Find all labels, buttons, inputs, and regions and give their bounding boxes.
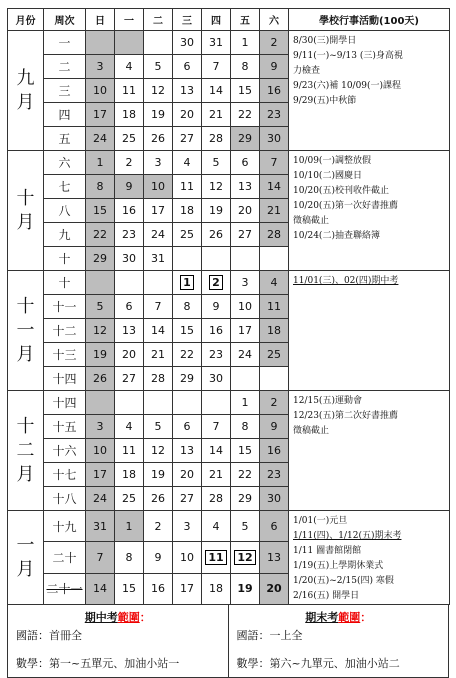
day-cell	[86, 391, 115, 415]
day-cell: 7	[144, 295, 173, 319]
day-cell: 25	[115, 487, 144, 511]
month-label: 十 月	[8, 151, 44, 271]
event-item: 2/16(五) 開學日	[293, 591, 360, 601]
month-events	[289, 391, 450, 511]
final-chinese: 國語：一上全	[236, 629, 303, 642]
day-cell	[260, 367, 289, 391]
day-cell: 8	[173, 295, 202, 319]
day-cell: 21	[260, 199, 289, 223]
month-events	[289, 31, 450, 151]
midterm-title-text: 期中考	[84, 611, 118, 624]
header-week: 周次	[44, 9, 86, 31]
week-number: 五	[44, 127, 86, 151]
final-scope	[228, 605, 449, 678]
event-item: 10/20(五)校刊收件截止	[293, 186, 389, 196]
day-cell: 31	[86, 511, 115, 542]
day-cell: 28	[144, 367, 173, 391]
day-cell: 11	[115, 439, 144, 463]
day-cell: 7	[86, 542, 115, 573]
week-number: 四	[44, 103, 86, 127]
day-cell: 18	[202, 573, 231, 604]
midterm-title	[8, 609, 228, 625]
day-cell: 28	[202, 487, 231, 511]
month-label: 九 月	[8, 31, 44, 151]
day-cell: 4	[260, 271, 289, 295]
month-label: 十 一 月	[8, 271, 44, 391]
day-cell: 9	[144, 542, 173, 573]
day-cell: 15	[115, 573, 144, 604]
day-cell	[86, 31, 115, 55]
day-cell: 27	[173, 127, 202, 151]
event-item: 10/09(一)調整放假	[293, 156, 371, 166]
event-item: 1/20(五)~2/15(四) 寒假	[293, 576, 394, 586]
day-cell: 23	[260, 463, 289, 487]
day-cell: 29	[86, 247, 115, 271]
day-cell: 9	[260, 415, 289, 439]
day-cell: 28	[202, 127, 231, 151]
day-cell: 13	[115, 319, 144, 343]
midterm-colon: ：	[139, 611, 151, 624]
week-number: 七	[44, 175, 86, 199]
day-cell: 27	[231, 223, 260, 247]
day-cell: 10	[231, 295, 260, 319]
day-cell: 29	[231, 127, 260, 151]
header-row	[8, 9, 450, 31]
day-cell	[173, 391, 202, 415]
day-cell: 3	[86, 55, 115, 79]
week-number: 六	[44, 151, 86, 175]
day-cell: 1	[115, 511, 144, 542]
event-item: 10/10(二)國慶日	[293, 171, 362, 181]
day-cell: 2	[144, 511, 173, 542]
day-cell: 14	[260, 175, 289, 199]
event-item: 9/11(一)~9/13 (三)身高視	[293, 51, 403, 61]
month-label: 一 月	[8, 511, 44, 605]
event-item: 8/30(三)開學日	[293, 36, 357, 46]
day-cell: 16	[260, 439, 289, 463]
header-sat: 六	[260, 9, 289, 31]
day-cell: 3	[231, 271, 260, 295]
day-cell: 30	[202, 367, 231, 391]
day-cell: 22	[231, 463, 260, 487]
day-cell: 7	[260, 151, 289, 175]
final-title-text: 期末考	[305, 611, 339, 624]
day-cell: 13	[173, 439, 202, 463]
day-cell	[202, 247, 231, 271]
day-cell: 19	[202, 199, 231, 223]
day-cell: 19	[231, 573, 260, 604]
week-number: 十二	[44, 319, 86, 343]
day-cell: 16	[144, 573, 173, 604]
day-cell: 8	[231, 55, 260, 79]
day-cell: 20	[173, 103, 202, 127]
day-cell	[115, 391, 144, 415]
day-cell: 21	[144, 343, 173, 367]
week-number: 八	[44, 199, 86, 223]
day-cell	[231, 247, 260, 271]
midterm-scope-word: 範圍	[117, 611, 140, 624]
week-number: 十三	[44, 343, 86, 367]
day-cell: 14	[202, 439, 231, 463]
day-cell: 5	[231, 511, 260, 542]
final-title	[229, 609, 449, 625]
day-cell: 21	[202, 103, 231, 127]
week-row	[8, 391, 450, 415]
day-cell: 19	[86, 343, 115, 367]
day-cell: 2	[202, 271, 231, 295]
header-mon: 一	[115, 9, 144, 31]
day-cell: 13	[260, 542, 289, 573]
event-item: 力檢查	[293, 66, 321, 76]
day-cell: 17	[144, 199, 173, 223]
day-cell: 3	[86, 415, 115, 439]
day-cell: 30	[260, 127, 289, 151]
day-cell: 2	[260, 391, 289, 415]
day-cell: 16	[115, 199, 144, 223]
week-number: 十九	[44, 511, 86, 542]
week-number: 十四	[44, 391, 86, 415]
day-cell: 20	[173, 463, 202, 487]
day-cell: 9	[260, 55, 289, 79]
day-cell: 1	[173, 271, 202, 295]
header-thu: 四	[202, 9, 231, 31]
day-cell: 1	[86, 151, 115, 175]
day-cell: 30	[260, 487, 289, 511]
day-cell: 26	[202, 223, 231, 247]
day-cell: 6	[231, 151, 260, 175]
week-number: 一	[44, 31, 86, 55]
day-cell	[115, 31, 144, 55]
day-cell: 1	[231, 31, 260, 55]
day-cell: 27	[115, 367, 144, 391]
day-cell: 18	[173, 199, 202, 223]
day-cell: 22	[86, 223, 115, 247]
day-cell: 12	[231, 542, 260, 573]
day-cell: 4	[173, 151, 202, 175]
day-cell: 7	[202, 415, 231, 439]
day-cell	[231, 367, 260, 391]
day-cell: 17	[173, 573, 202, 604]
day-cell: 13	[173, 79, 202, 103]
month-events	[289, 511, 450, 605]
week-number: 二	[44, 55, 86, 79]
event-item: 徵稿截止	[293, 426, 330, 436]
day-cell: 11	[260, 295, 289, 319]
day-cell: 11	[115, 79, 144, 103]
day-cell: 10	[86, 79, 115, 103]
day-cell: 25	[260, 343, 289, 367]
week-number: 十七	[44, 463, 86, 487]
day-cell	[144, 391, 173, 415]
day-cell: 17	[86, 463, 115, 487]
day-cell: 6	[173, 415, 202, 439]
header-wed: 三	[173, 9, 202, 31]
midterm-math: 數學：第一~五單元、加油小站一	[16, 657, 180, 670]
day-cell: 8	[115, 542, 144, 573]
week-row	[8, 151, 450, 175]
day-cell: 11	[202, 542, 231, 573]
event-item: 11/01(三)、02(四)期中考	[293, 276, 399, 286]
day-cell: 8	[86, 175, 115, 199]
day-cell: 29	[173, 367, 202, 391]
day-cell: 14	[86, 573, 115, 604]
day-cell: 18	[115, 103, 144, 127]
month-events	[289, 271, 450, 391]
day-cell: 23	[202, 343, 231, 367]
day-cell: 22	[173, 343, 202, 367]
day-cell: 9	[115, 175, 144, 199]
day-cell: 4	[202, 511, 231, 542]
day-cell: 31	[144, 247, 173, 271]
day-cell: 6	[260, 511, 289, 542]
event-item: 9/23(六)補 10/09(一)課程	[293, 81, 402, 91]
day-cell: 20	[260, 573, 289, 604]
day-cell: 10	[86, 439, 115, 463]
event-item: 1/19(五)上學期休業式	[293, 561, 384, 571]
day-cell: 3	[173, 511, 202, 542]
month-events	[289, 151, 450, 271]
day-cell: 15	[231, 439, 260, 463]
day-cell: 23	[115, 223, 144, 247]
day-cell	[115, 271, 144, 295]
day-cell: 5	[202, 151, 231, 175]
day-cell: 10	[144, 175, 173, 199]
day-cell: 30	[173, 31, 202, 55]
week-number: 九	[44, 223, 86, 247]
day-cell: 30	[115, 247, 144, 271]
day-cell: 9	[202, 295, 231, 319]
week-number: 二十一	[44, 573, 86, 604]
day-cell: 12	[202, 175, 231, 199]
day-cell: 18	[260, 319, 289, 343]
day-cell: 23	[260, 103, 289, 127]
day-cell: 20	[231, 199, 260, 223]
day-cell: 17	[86, 103, 115, 127]
day-cell	[144, 271, 173, 295]
day-cell: 17	[231, 319, 260, 343]
day-cell: 5	[144, 55, 173, 79]
final-scope-word: 範圍	[338, 611, 361, 624]
week-number: 十	[44, 271, 86, 295]
day-cell: 5	[86, 295, 115, 319]
day-cell: 15	[86, 199, 115, 223]
day-cell: 26	[86, 367, 115, 391]
day-cell: 28	[260, 223, 289, 247]
week-number: 十四	[44, 367, 86, 391]
exam-scope-table	[7, 604, 449, 678]
header-events: 學校行事活動(100天)	[289, 9, 450, 31]
day-cell	[86, 271, 115, 295]
day-cell: 20	[115, 343, 144, 367]
week-number: 三	[44, 79, 86, 103]
day-cell: 18	[115, 463, 144, 487]
final-colon: ：	[360, 611, 372, 624]
day-cell: 2	[115, 151, 144, 175]
day-cell: 6	[173, 55, 202, 79]
day-cell: 4	[115, 55, 144, 79]
event-item: 10/20(五)第一次好書推薦	[293, 201, 398, 211]
calendar-table	[7, 8, 450, 605]
day-cell: 24	[86, 487, 115, 511]
day-cell: 10	[173, 542, 202, 573]
week-number: 二十	[44, 542, 86, 573]
day-cell: 15	[173, 319, 202, 343]
school-calendar	[7, 8, 449, 670]
day-cell: 21	[202, 463, 231, 487]
header-fri: 五	[231, 9, 260, 31]
day-cell: 13	[231, 175, 260, 199]
event-item: 12/15(五)運動會	[293, 396, 362, 406]
final-math: 數學：第六~九單元、加油小站二	[236, 657, 400, 670]
day-cell: 5	[144, 415, 173, 439]
day-cell: 14	[144, 319, 173, 343]
event-item: 9/29(五)中秋節	[293, 96, 357, 106]
week-number: 十六	[44, 439, 86, 463]
day-cell: 3	[144, 151, 173, 175]
day-cell: 16	[260, 79, 289, 103]
header-tue: 二	[144, 9, 173, 31]
event-item: 1/11 圖書館閉館	[293, 546, 362, 556]
midterm-chinese: 國語：首冊全	[16, 629, 82, 642]
day-cell: 22	[231, 103, 260, 127]
day-cell: 19	[144, 463, 173, 487]
day-cell	[260, 247, 289, 271]
week-number: 十一	[44, 295, 86, 319]
day-cell: 24	[86, 127, 115, 151]
day-cell: 19	[144, 103, 173, 127]
day-cell: 25	[115, 127, 144, 151]
day-cell: 26	[144, 127, 173, 151]
week-row	[8, 511, 450, 542]
event-item: 1/01(一)元旦	[293, 516, 348, 526]
day-cell: 31	[202, 31, 231, 55]
week-number: 十	[44, 247, 86, 271]
day-cell: 12	[86, 319, 115, 343]
day-cell: 24	[231, 343, 260, 367]
day-cell: 8	[231, 415, 260, 439]
day-cell: 14	[202, 79, 231, 103]
event-item: 徵稿截止	[293, 216, 330, 226]
week-number: 十五	[44, 415, 86, 439]
day-cell: 4	[115, 415, 144, 439]
week-number: 十八	[44, 487, 86, 511]
day-cell: 26	[144, 487, 173, 511]
midterm-scope	[8, 605, 229, 678]
day-cell: 27	[173, 487, 202, 511]
day-cell: 24	[144, 223, 173, 247]
week-row	[8, 271, 450, 295]
event-item: 12/23(五)第二次好書推薦	[293, 411, 398, 421]
day-cell: 2	[260, 31, 289, 55]
day-cell: 25	[173, 223, 202, 247]
day-cell: 12	[144, 439, 173, 463]
month-label: 十 二 月	[8, 391, 44, 511]
day-cell: 1	[231, 391, 260, 415]
day-cell: 16	[202, 319, 231, 343]
day-cell: 12	[144, 79, 173, 103]
event-item: 1/11(四)、1/12(五)期末考	[293, 531, 402, 541]
week-row	[8, 31, 450, 55]
header-month: 月份	[8, 9, 44, 31]
day-cell: 15	[231, 79, 260, 103]
day-cell	[202, 391, 231, 415]
day-cell: 29	[231, 487, 260, 511]
day-cell	[173, 247, 202, 271]
day-cell: 7	[202, 55, 231, 79]
event-item: 10/24(二)抽查聯絡簿	[293, 231, 380, 241]
day-cell	[144, 31, 173, 55]
header-sun: 日	[86, 9, 115, 31]
day-cell: 11	[173, 175, 202, 199]
day-cell: 6	[115, 295, 144, 319]
